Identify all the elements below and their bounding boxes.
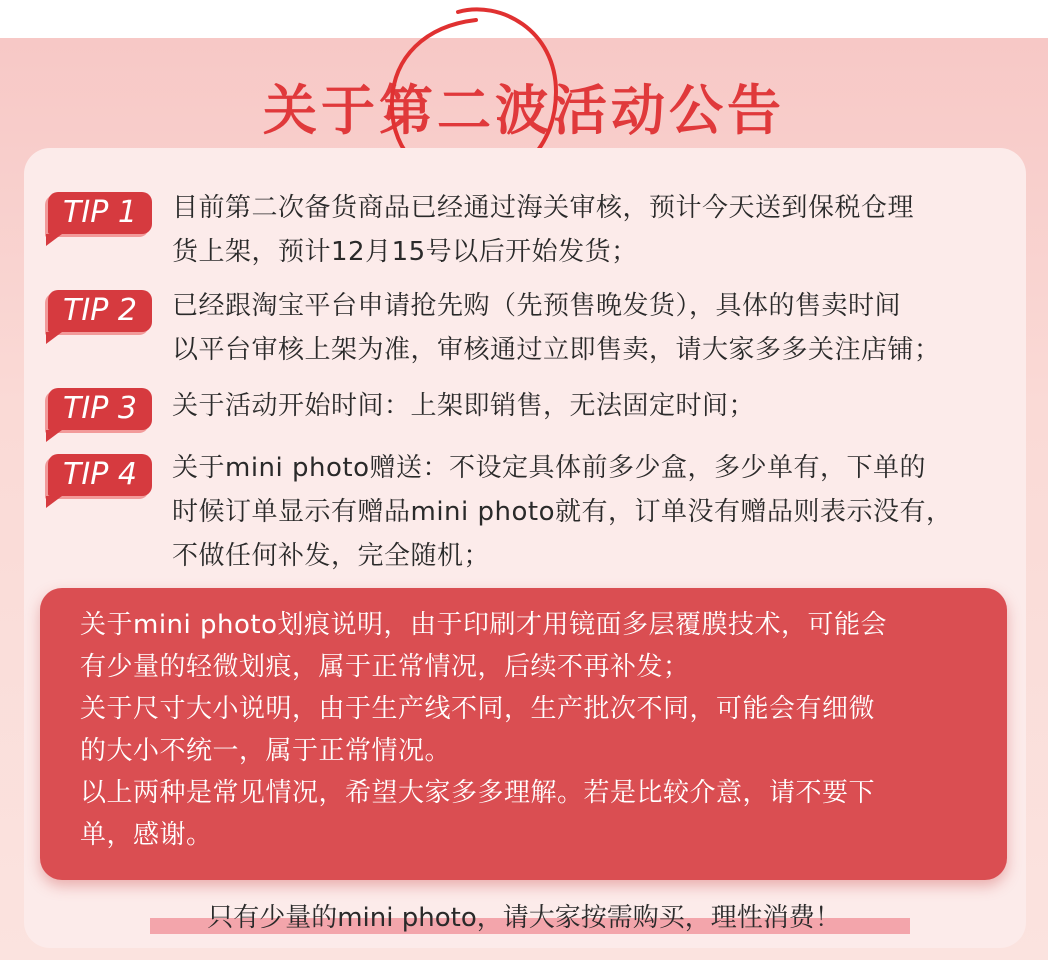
tip-badge: TIP 3 — [48, 388, 152, 430]
footer-text: 只有少量的mini photo，请大家按需购买，理性消费！ — [207, 903, 841, 933]
tip-badge: TIP 1 — [48, 192, 152, 234]
tip-badge: TIP 2 — [48, 290, 152, 332]
notice-text: 关于mini photo划痕说明，由于印刷才用镜面多层覆膜技术，可能会 有少量的轻微划痕，属于正常情况，后续不再补发； 关于尺寸大小说明，由于生产线不同，生产批次不同，可能会有细微 的大小不统一，属于正常情况。 以上两种是常见情况，希望大家多多理解。若是比较介意，请不要下 单，感谢。 — [80, 610, 888, 850]
tip-badge: TIP 4 — [48, 454, 152, 496]
tip-1 — [48, 192, 1012, 274]
tip-text: 关于活动开始时间：上架即销售，无法固定时间； — [172, 391, 756, 421]
tip-3 — [48, 388, 1012, 430]
tip-4 — [48, 454, 1012, 578]
tip-text: 目前第二次备货商品已经通过海关审核，预计今天送到保税仓理 货上架，预计12月15号以后开始发货； — [172, 193, 915, 267]
notice-box — [40, 588, 1007, 880]
tip-text: 已经跟淘宝平台申请抢先购（先预售晚发货），具体的售卖时间 以平台审核上架为准，审核通过立即售卖，请大家多多关注店铺； — [172, 291, 941, 365]
tip-2 — [48, 290, 1012, 372]
announcement-title: 关于第二波活动公告 — [263, 79, 785, 142]
tip-text: 关于mini photo赠送：不设定具体前多少盒，多少单有，下单的 时候订单显示有赠品mini photo就有，订单没有赠品则表示没有， 不做任何补发，完全随机； — [172, 453, 953, 571]
